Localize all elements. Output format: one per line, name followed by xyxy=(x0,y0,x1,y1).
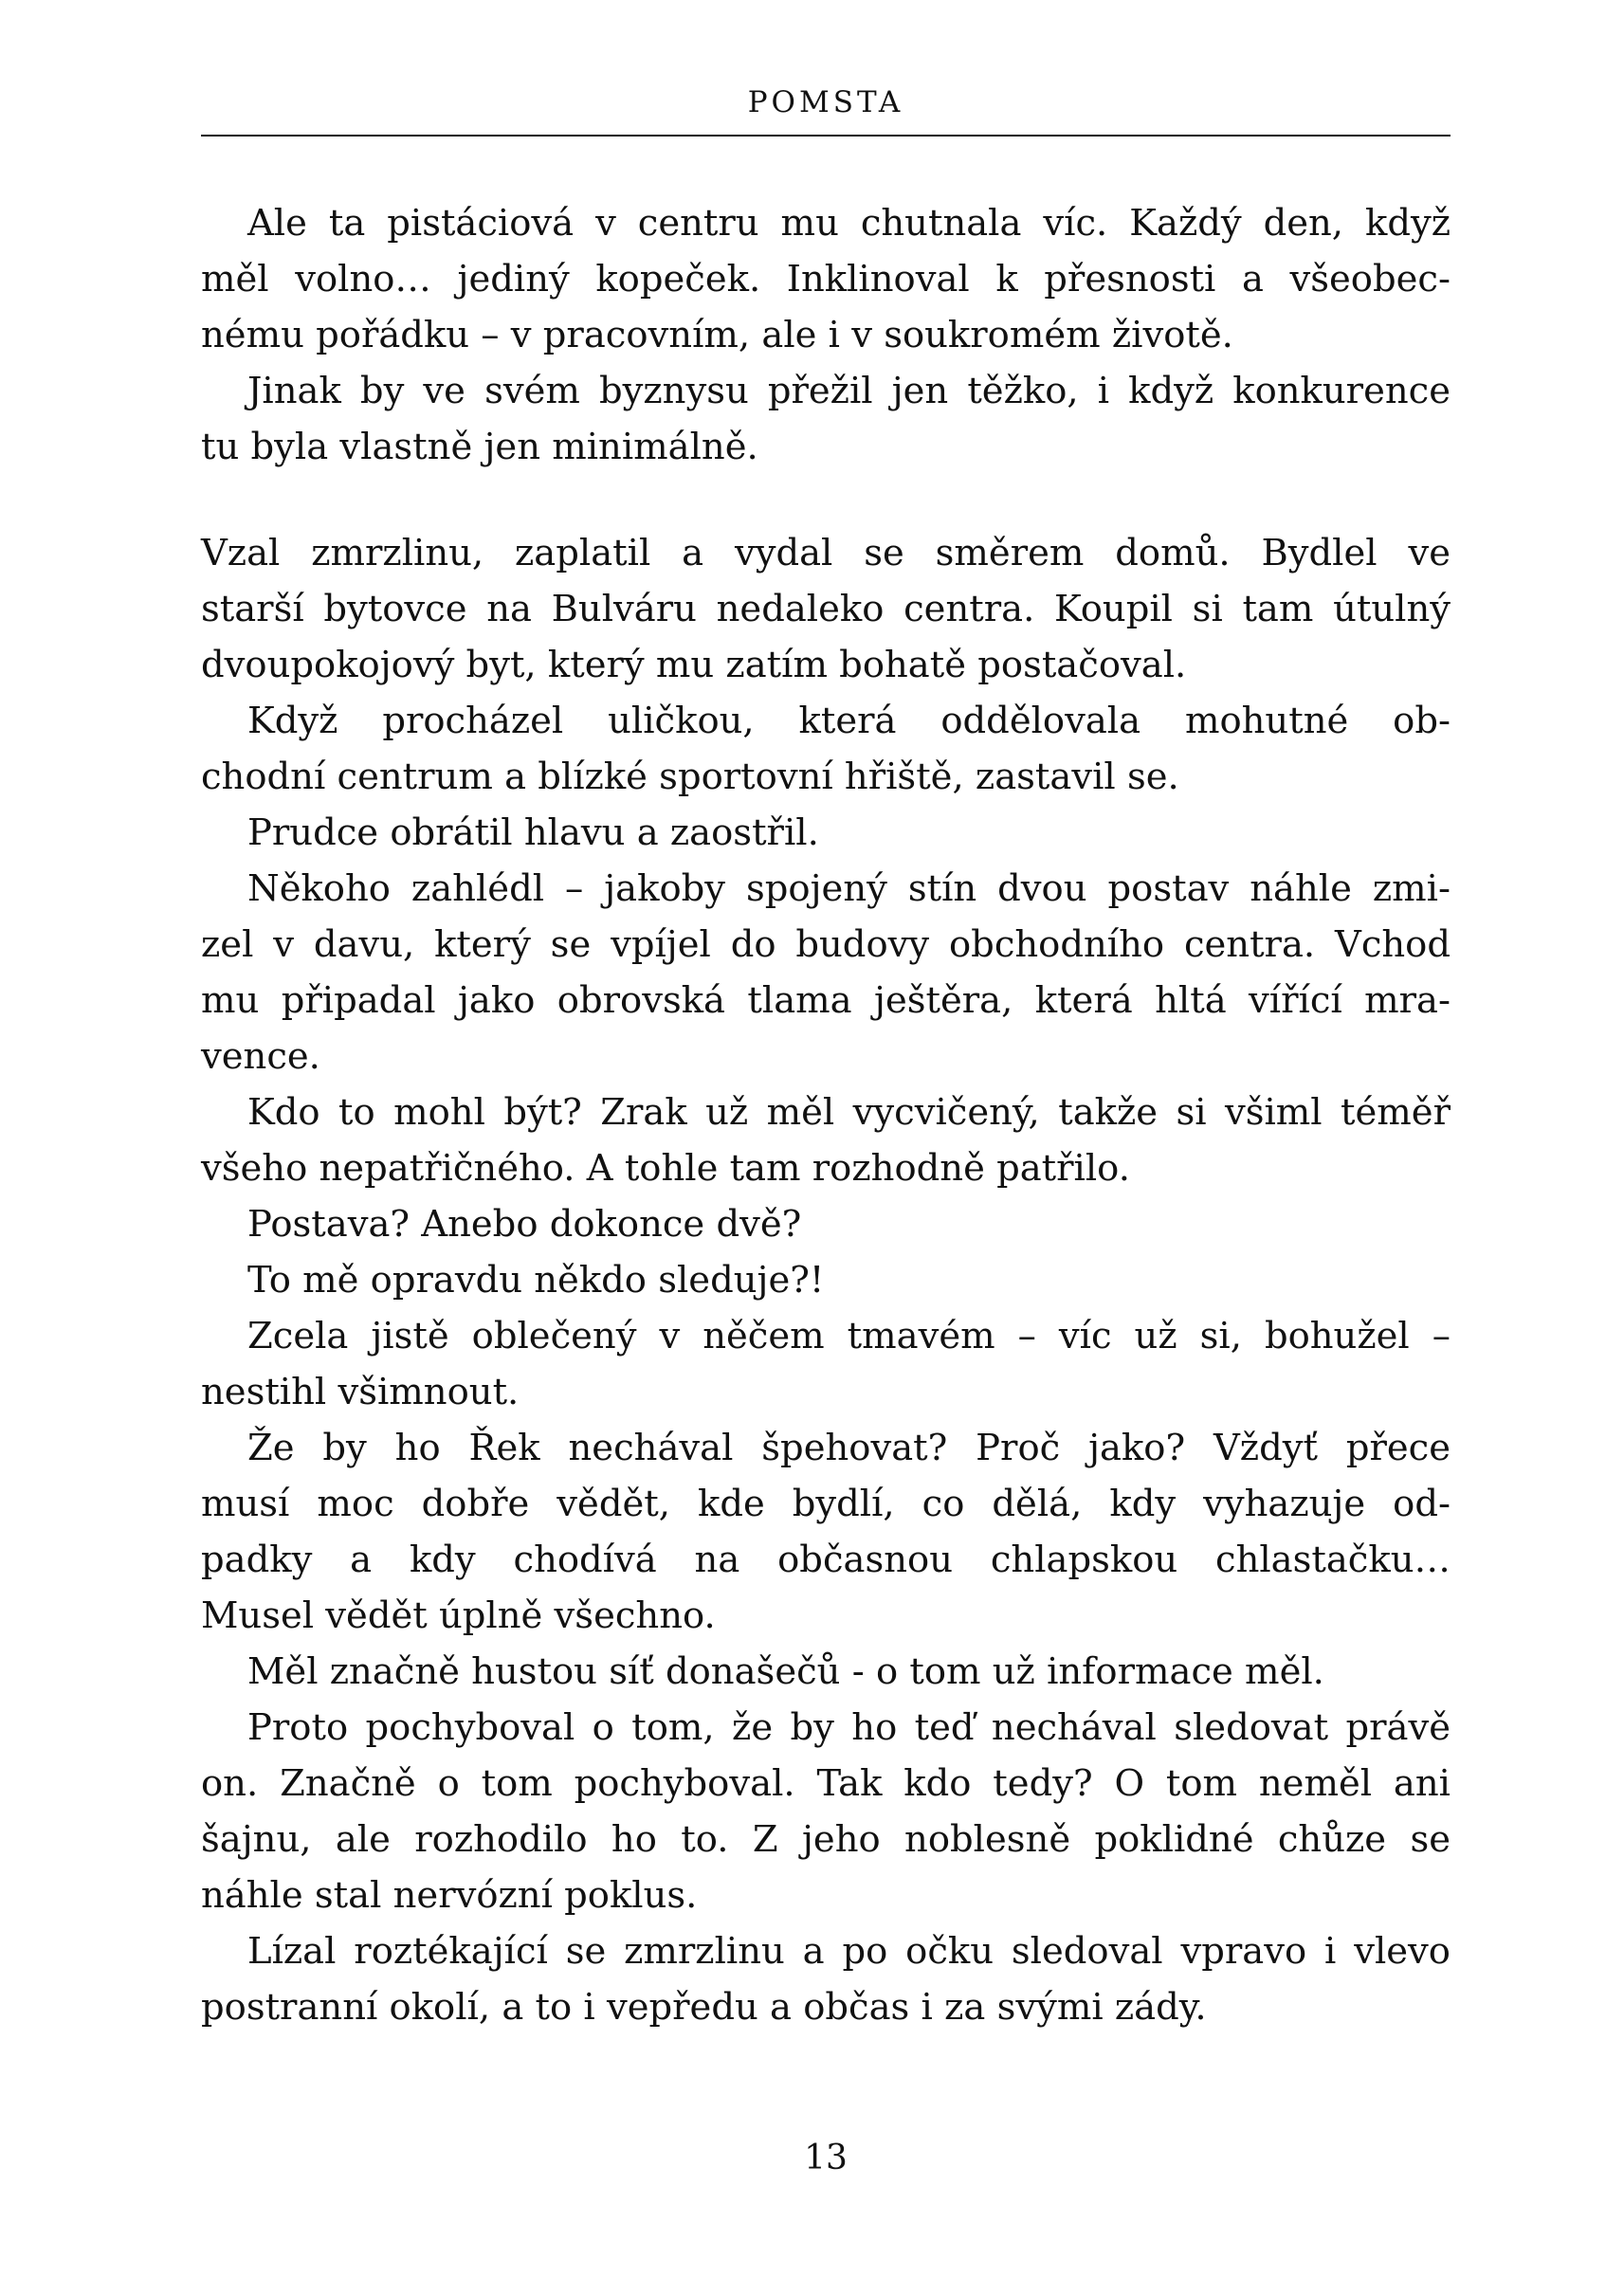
text-line: mu připadal jako obrovská tlama ještěra, která hltá vířící mra- xyxy=(201,979,1451,1022)
text-line: padky a kdy chodívá na občasnou chlapskou chlastačku… xyxy=(201,1539,1451,1581)
text-line: postranní okolí, a to i vepředu a občas i za svými zády. xyxy=(201,1986,1207,2029)
text-line: nému pořádku – v pracovním, ale i v soukromém životě. xyxy=(201,314,1233,356)
text-line: starší bytovce na Bulváru nedaleko centra. Koupil si tam útulný xyxy=(201,588,1451,630)
text-line: Kdo to mohl být? Zrak už měl vycvičený, takže si všiml téměř xyxy=(247,1091,1451,1134)
text-block-1 xyxy=(201,195,1451,475)
text-line: on. Značně o tom pochyboval. Tak kdo tedy? O tom neměl ani xyxy=(201,1762,1451,1805)
text-line: musí moc dobře vědět, kde bydlí, co dělá, kdy vyhazuje od- xyxy=(201,1483,1451,1525)
text-line: Ale ta pistáciová v centru mu chutnala víc. Každý den, když xyxy=(247,202,1451,245)
text-line: To mě opravdu někdo sleduje?! xyxy=(247,1259,825,1302)
text-line: Musel vědět úplně všechno. xyxy=(201,1594,716,1637)
text-line: Vzal zmrzlinu, zaplatil a vydal se směrem domů. Bydlel ve xyxy=(201,532,1451,574)
page-number: 13 xyxy=(804,2139,848,2177)
text-line: Lízal roztékající se zmrzlinu a po očku sledoval vpravo i vlevo xyxy=(247,1930,1451,1973)
text-block-2 xyxy=(201,525,1451,2035)
text-line: náhle stal nervózní poklus. xyxy=(201,1874,698,1917)
text-line: Postava? Anebo dokonce dvě? xyxy=(247,1203,802,1246)
text-line: Někoho zahlédl – jakoby spojený stín dvou postav náhle zmi- xyxy=(247,867,1451,910)
header-rule xyxy=(201,135,1451,137)
text-line: všeho nepatřičného. A tohle tam rozhodně patřilo. xyxy=(201,1147,1130,1190)
text-line: chodní centrum a blízké sportovní hřiště, zastavil se. xyxy=(201,756,1179,798)
text-line: Proto pochyboval o tom, že by ho teď nechával sledovat právě xyxy=(247,1706,1451,1749)
text-line: Měl značně hustou síť donašečů - o tom už informace měl. xyxy=(247,1650,1324,1693)
running-header: POMSTA xyxy=(747,85,904,119)
text-line: Že by ho Řek nechával špehovat? Proč jako? Vždyť přece xyxy=(247,1427,1451,1469)
text-line: Zcela jistě oblečený v něčem tmavém – víc už si, bohužel – xyxy=(247,1315,1451,1357)
text-line: měl volno… jediný kopeček. Inklinoval k přesnosti a všeobec- xyxy=(201,258,1451,301)
text-line: Jinak by ve svém byznysu přežil jen těžko, i když konkurence xyxy=(247,370,1451,412)
text-line: šajnu, ale rozhodilo ho to. Z jeho noblesně poklidné chůze se xyxy=(201,1818,1451,1861)
text-line: zel v davu, který se vpíjel do budovy obchodního centra. Vchod xyxy=(201,923,1451,966)
text-line: tu byla vlastně jen minimálně. xyxy=(201,426,758,468)
text-line: Prudce obrátil hlavu a zaostřil. xyxy=(247,811,819,854)
text-line: dvoupokojový byt, který mu zatím bohatě postačoval. xyxy=(201,644,1187,686)
text-line: vence. xyxy=(201,1035,320,1078)
text-line: nestihl všimnout. xyxy=(201,1371,520,1413)
text-line: Když procházel uličkou, která oddělovala mohutné ob- xyxy=(247,700,1451,742)
